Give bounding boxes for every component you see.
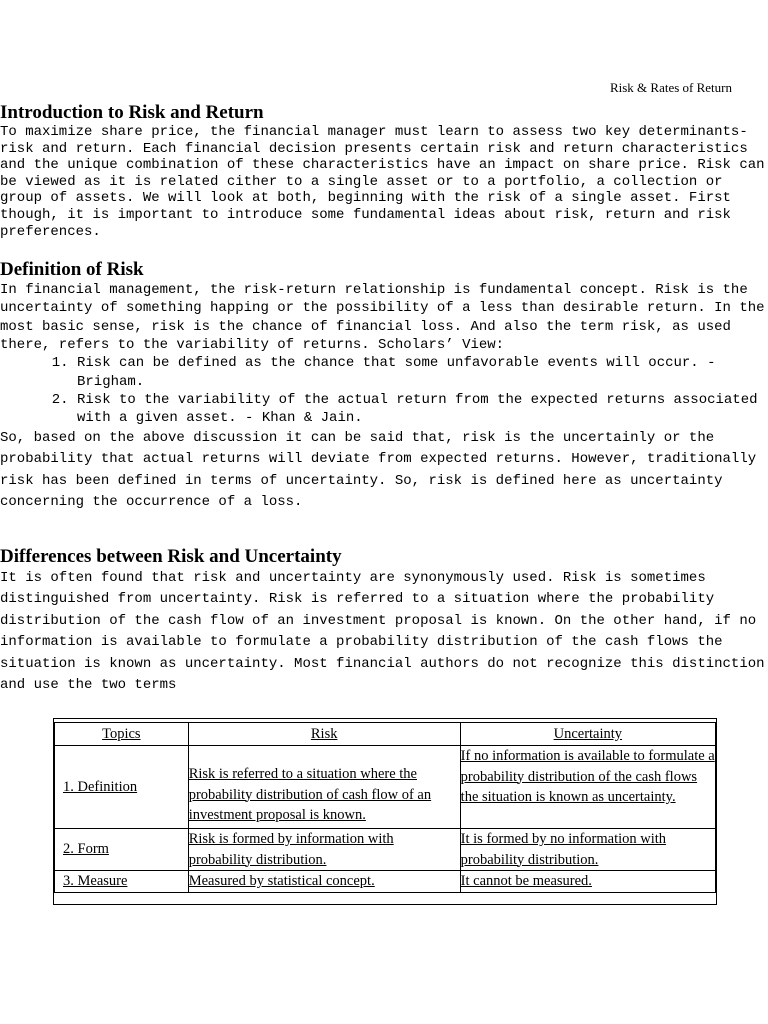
table-header-row [55, 723, 716, 746]
table-cell-risk: Measured by statistical concept. [188, 871, 460, 893]
table-row [55, 829, 716, 871]
document-body [0, 102, 768, 697]
section-text-differences: It is often found that risk and uncertainty are synonymously used. Risk is sometimes distinguished from uncertainty. Risk is referred to a situation where the probability distribution of the cash flow of an investment proposal is known. On the other hand, if no information is available to formulate a probability distribution of the cash flows the situation is known as uncertainty. Most financial authors do not recognize this distinction and use the two terms [0, 569, 765, 694]
section-heading-intro: Introduction to Risk and Return [0, 102, 264, 123]
section-heading-definition: Definition of Risk [0, 259, 144, 281]
table-cell-risk: Risk is referred to a situation where the probability distribution of cash flow of an investment proposal is known. [188, 746, 460, 829]
table-cell-topic: 1. Definition [55, 746, 189, 829]
table-header-uncertainty: Uncertainty [460, 723, 715, 746]
list-item: 1. Risk can be defined as the chance that some unfavorable events will occur. - Brigham. [77, 354, 768, 391]
table-cell-uncertainty: It is formed by no information with probability distribution. [460, 829, 715, 871]
section-text-definition: In financial management, the risk-return relationship is fundamental concept. Risk is the uncertainty of something happing or the possibility of a less than desirable return. In the most basic sense, risk is the chance of financial loss. And also the term risk, as used there, refers to the variability of returns. Scholars’ View: [0, 282, 765, 354]
table-header-topics: Topics [55, 723, 189, 746]
comparison-table [54, 722, 716, 893]
section-text-intro: To maximize share price, the financial manager must learn to assess two key determinants-risk and return. Each financial decision presents certain risk and return characteristics and the unique combination of these characteristics have an impact on share price. Risk can be viewed as it is related cither to a single asset or to a portfolio, a collection or group of assets. We will look at both, beginning with the risk of a single asset. First though, it is important to introduce some fundamental ideas about risk, return and risk preferences. [0, 124, 765, 240]
table-cell-uncertainty: It cannot be measured. [460, 871, 715, 893]
section-heading-differences: Differences between Risk and Uncertainty [0, 545, 342, 567]
table-cell-risk: Risk is formed by information with probability distribution. [188, 829, 460, 871]
running-title: Risk & Rates of Return [609, 80, 732, 95]
table-header-risk: Risk [188, 723, 460, 746]
table-cell-uncertainty: If no information is available to formulate a probability distribution of the cash flows the situation is known as uncertainty. [460, 746, 715, 829]
table-cell-topic: 3. Measure [55, 871, 189, 893]
table-row [55, 746, 716, 829]
table-row [55, 871, 716, 893]
scholars-list [0, 354, 768, 427]
table-cell-topic: 2. Form [55, 829, 189, 871]
list-item: 2. Risk to the variability of the actual return from the expected returns associated with a given asset. - Khan & Jain. [77, 391, 768, 428]
section-conclusion-definition: So, based on the above discussion it can be said that, risk is the uncertainly or the probability that actual returns will deviate from expected returns. However, traditionally risk has been defined in terms of uncertainty. So, risk is defined here as uncertainty concerning the occurrence of a loss. [0, 429, 757, 511]
